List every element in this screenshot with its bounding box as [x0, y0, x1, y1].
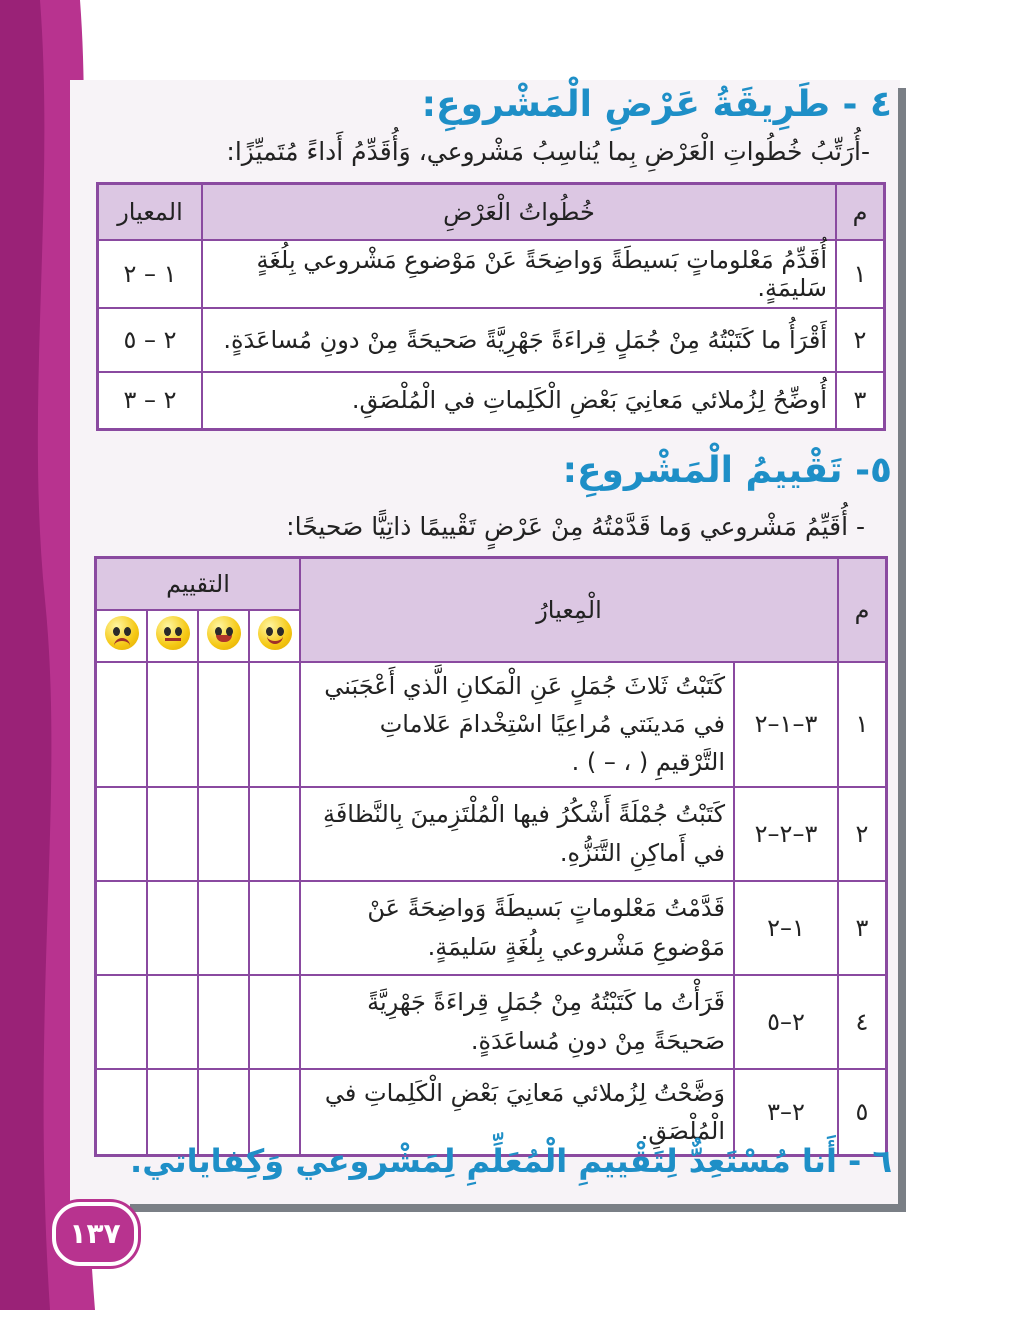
row-step: أَقْرَأُ ما كَتَبْتُهُ مِنْ جُمَلٍ قِراءَةً جَهْرِيَّةً صَحيحَةً مِنْ دونِ مُساعَدَةٍ.: [202, 308, 836, 372]
rating-cell[interactable]: [198, 662, 249, 787]
row-criterion-text: كَتَبْتُ ثَلاثَ جُمَلٍ عَنِ الْمَكانِ الَّذي أَعْجَبَني في مَدينَتي مُراعِيًا اسْتِخْدامَ عَلاماتِ التَّرْقيمِ ( ، – ) .: [300, 662, 734, 787]
table-row: [98, 308, 885, 372]
col-num-header: م: [838, 558, 887, 662]
rating-cell[interactable]: [96, 975, 148, 1069]
rating-cell[interactable]: [198, 787, 249, 881]
rating-cell[interactable]: [198, 975, 249, 1069]
rating-cell[interactable]: [147, 975, 198, 1069]
row-num: ٣: [836, 372, 885, 430]
row-num: ٢: [838, 787, 887, 881]
col-criterion-header: الْمِعيارُ: [300, 558, 838, 662]
row-code: ٢–٣: [734, 1069, 838, 1156]
row-criterion-text: قَرَأْتُ ما كَتَبْتُهُ مِنْ جُمَلٍ قِراءَةً جَهْرِيَّةً صَحيحَةً مِنْ دونِ مُساعَدَةٍ.: [300, 975, 734, 1069]
row-num: ١: [838, 662, 887, 787]
section5-instruction: - أُقَيِّمُ مَشْروعي وَما قَدَّمْتُهُ مِنْ عَرْضٍ تَقْييمًا ذاتِيًّا صَحيحًا:: [286, 512, 865, 541]
row-num: ٤: [838, 975, 887, 1069]
col-criterion-header: المعيار: [98, 184, 203, 240]
row-num: ٥: [838, 1069, 887, 1156]
row-criterion-text: كَتَبْتُ جُمْلَةً أَشْكُرُ فيها الْمُلْتَزِمينَ بِالنَّظافَةِ في أَماكِنِ التَّنَزُّهِ.: [300, 787, 734, 881]
row-criterion-text: وَضَّحْتُ لِزُملائي مَعانِيَ بَعْضِ الْكَلِماتِ في الْمُلْصَقِ.: [300, 1069, 734, 1156]
table-row: [98, 372, 885, 430]
row-step: أُقَدِّمُ مَعْلوماتٍ بَسيطَةً وَواضِحَةً عَنْ مَوْضوعِ مَشْروعي بِلُغَةٍ سَليمَةٍ.: [202, 240, 836, 308]
self-evaluation-table: [94, 556, 888, 1157]
rating-cell[interactable]: [96, 881, 148, 975]
row-code: ٢–٥: [734, 975, 838, 1069]
col-steps-header: خُطُواتُ الْعَرْضِ: [202, 184, 836, 240]
row-criterion-text: قَدَّمْتُ مَعْلوماتٍ بَسيطَةً وَواضِحَةً عَنْ مَوْضوعِ مَشْروعي بِلُغَةٍ سَليمَةٍ.: [300, 881, 734, 975]
presentation-steps-table: [96, 182, 886, 431]
rating-cell[interactable]: [147, 662, 198, 787]
panel-shadow-right: [898, 88, 906, 1208]
table-row: [96, 975, 887, 1069]
table-row: [98, 240, 885, 308]
page-number: ١٣٧: [52, 1202, 138, 1266]
happy-face-icon: [198, 610, 249, 662]
row-criterion: ٢ – ٣: [98, 372, 203, 430]
smile-face-icon: [249, 610, 300, 662]
section5-heading: ٥- تَقْييمُ الْمَشْروعِ:: [562, 450, 892, 491]
row-criterion: ٢ – ٥: [98, 308, 203, 372]
row-code: ٣–٢–٢: [734, 787, 838, 881]
col-evaluation-header: التقييم: [96, 558, 301, 610]
row-criterion: ١ – ٢: [98, 240, 203, 308]
row-num: ٣: [838, 881, 887, 975]
row-step: أُوضِّحُ لِزُملائي مَعانِيَ بَعْضِ الْكَلِماتِ في الْمُلْصَقِ.: [202, 372, 836, 430]
neutral-face-icon: [147, 610, 198, 662]
col-num-header: م: [836, 184, 885, 240]
row-code: ١–٢: [734, 881, 838, 975]
row-num: ٢: [836, 308, 885, 372]
table-row: [96, 662, 887, 787]
section6-heading: ٦ - أَنا مُسْتَعِدٌّ لِتَقْييمِ الْمُعَلِّمِ لِمَشْروعي وَكِفاياتي.: [130, 1142, 892, 1180]
rating-cell[interactable]: [249, 975, 300, 1069]
row-num: ١: [836, 240, 885, 308]
rating-cell[interactable]: [249, 881, 300, 975]
rating-cell[interactable]: [249, 787, 300, 881]
rating-cell[interactable]: [96, 662, 148, 787]
rating-cell[interactable]: [198, 881, 249, 975]
row-code: ٣–١–٢: [734, 662, 838, 787]
rating-cell[interactable]: [96, 787, 148, 881]
section4-instruction: -أُرَتِّبُ خُطُواتِ الْعَرْضِ بِما يُناسِبُ مَشْروعي، وَأُقَدِّمُ أَداءً مُتَميِّزًا:: [226, 137, 870, 166]
sad-face-icon: [96, 610, 148, 662]
table-row: [96, 881, 887, 975]
rating-cell[interactable]: [147, 881, 198, 975]
panel-shadow-bottom: [130, 1204, 906, 1212]
rating-cell[interactable]: [249, 662, 300, 787]
rating-cell[interactable]: [147, 787, 198, 881]
table-row: [96, 787, 887, 881]
section4-heading: ٤ - طَرِيقَةُ عَرْضِ الْمَشْروعِ:: [421, 84, 892, 125]
